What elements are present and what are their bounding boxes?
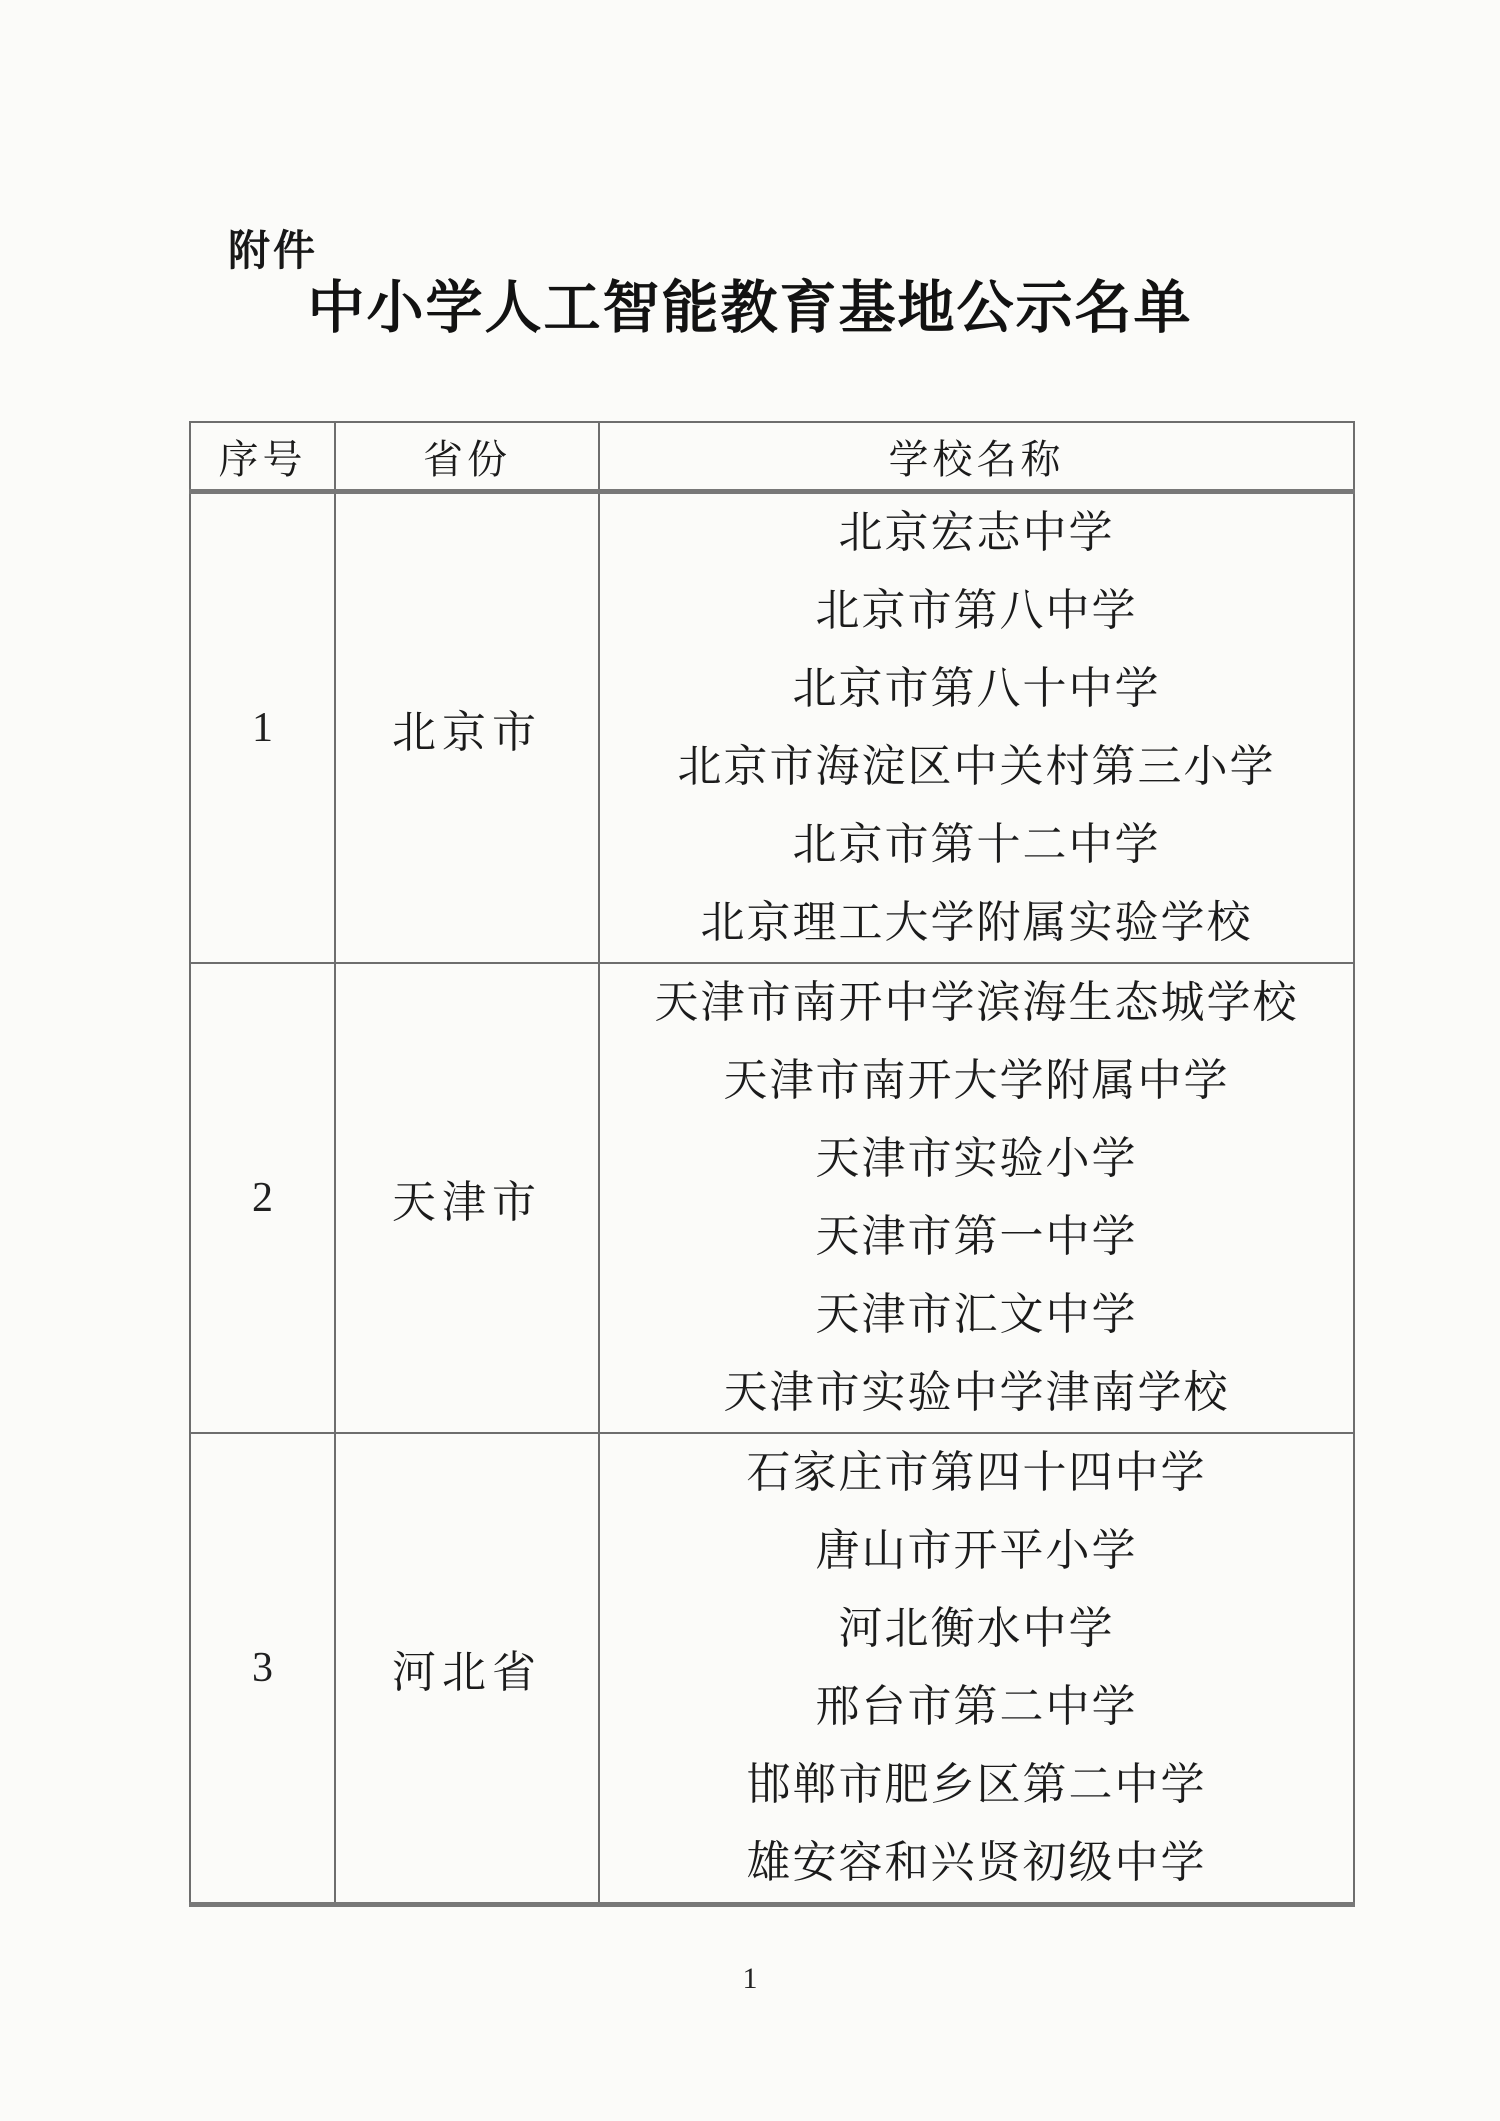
school-name: 河北衡水中学 (838, 1604, 1115, 1653)
schools-cell (599, 963, 1354, 1433)
row-index: 2 (190, 963, 335, 1433)
table-header (190, 422, 1354, 492)
school-name: 天津市第一中学 (815, 1212, 1138, 1261)
col-header-province: 省份 (335, 422, 599, 492)
province-name: 北京市 (335, 492, 599, 964)
header-row (190, 422, 1354, 492)
schools-cell (599, 1433, 1354, 1905)
province-name: 天津市 (335, 963, 599, 1433)
school-name: 天津市汇文中学 (815, 1290, 1138, 1339)
province-name: 河北省 (335, 1433, 599, 1905)
row-index: 1 (190, 492, 335, 964)
school-name: 邢台市第二中学 (815, 1682, 1138, 1731)
schools-cell (599, 492, 1354, 964)
school-name: 北京市第八中学 (815, 586, 1138, 635)
school-name: 雄安容和兴贤初级中学 (746, 1838, 1207, 1887)
page-title: 中小学人工智能教育基地公示名单 (307, 277, 1193, 340)
table-row-tianjin (190, 963, 1354, 1433)
school-name: 天津市实验小学 (815, 1134, 1138, 1183)
table-row-hebei (190, 1433, 1354, 1905)
school-name: 石家庄市第四十四中学 (746, 1448, 1207, 1497)
col-header-index: 序号 (190, 422, 335, 492)
school-name: 北京市第八十中学 (792, 664, 1161, 713)
school-name: 天津市实验中学津南学校 (723, 1368, 1230, 1417)
school-name: 北京理工大学附属实验学校 (700, 898, 1253, 947)
attachment-label: 附件 (228, 227, 319, 274)
school-name: 唐山市开平小学 (815, 1526, 1138, 1575)
school-name: 北京宏志中学 (838, 508, 1115, 557)
schools-table (189, 421, 1355, 1907)
school-name: 北京市海淀区中关村第三小学 (677, 742, 1276, 791)
school-name: 邯郸市肥乡区第二中学 (746, 1760, 1207, 1809)
table-row-beijing (190, 492, 1354, 964)
col-header-school-name: 学校名称 (599, 422, 1354, 492)
school-name: 天津市南开大学附属中学 (723, 1056, 1230, 1105)
school-name: 北京市第十二中学 (792, 820, 1161, 869)
school-name: 天津市南开中学滨海生态城学校 (654, 978, 1299, 1027)
page-number: 1 (742, 1962, 758, 1995)
row-index: 3 (190, 1433, 335, 1905)
